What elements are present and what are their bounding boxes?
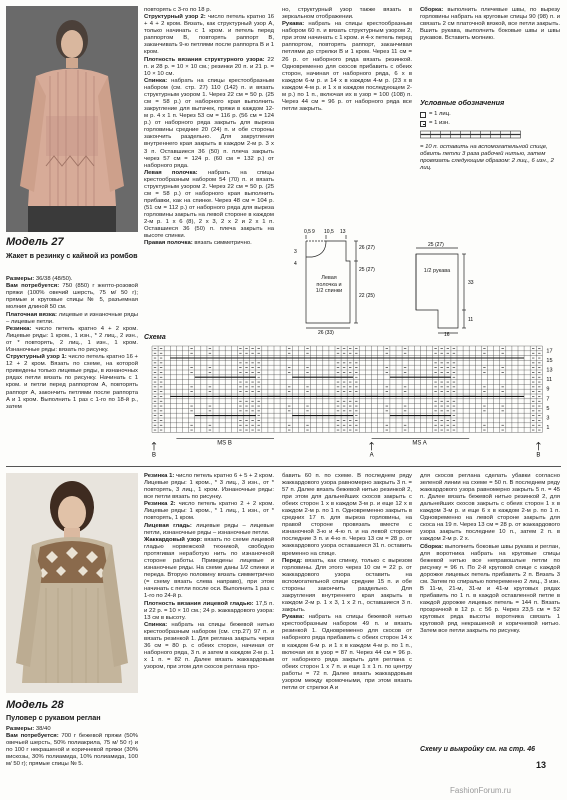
- model28-col2-heading: Плотность вязания лицевой гладью:: [144, 600, 254, 607]
- scheme-row-number: 11: [546, 377, 553, 384]
- scheme-arrow-label: B: [152, 452, 157, 459]
- model28-col3-paragraph: бавить 60 п. по схеме. В последнем ряду жаккардового узора равномерно закрыть 3 п. = 57 п. Далее вязать бежевой нитью резинкой 2, при этом для дальнейших скосов закрыть с обеих сторон 1 х в каждом 3-м р. и еще 12 х в каждом 2-м р. по 1 п. Одновременно закрыть в средних 17 п. для выреза горловины, на правой стороне провязать вместе с изнаночной 3-ю и 4-ю п. и на левой стороне последние 3 п. и 4-ю п. Через 13 см = 28 р. от жаккардового узора оставшиеся 31 п. оставить временно на спице.: [282, 473, 412, 557]
- model27-title: Модель 27: [6, 236, 64, 248]
- model28-title: Модель 28: [6, 699, 64, 711]
- model28-col2-paragraph: Жаккардовый узор: вязать по схеме лицевой гладью норвежской техникой, свободно протягивая неработую нить по изнаночной стороне работы. Приведены лицевые и изнаночные ряды. На схеме даны 1/2 спинки и переда. Вторую половину вязать симметрично (= схему вязать слева направо), при этом начинать с петли после оси. Выполнить 1 раз с 1-го по 24-й р.: [144, 536, 274, 600]
- model27-col4-heading: Сборка:: [420, 7, 444, 13]
- model27-photo: [6, 6, 138, 232]
- model27-col3-paragraph: Рукава: набрать на спицы крестообразным набором 60 п. и вязать структурным узором 2, при этом начинать с 1 кром. и 4-х петель перед раппортом, повторять раппорт, заканчивая петлями до стрелки B и 1 кром. Через 11 см = 26 р. от наборного ряда вязать резинкой. Одновременно для скосов прибавить с обеих сторон, начиная от наборного ряда, 6 х в каждом 6-м р. и 14 х в каждом 4-м р. (23 х в каждом 4-м р. и 1 х в каждом последующем 2-м р.) по 1 п., включая их в узор = 100 (108) п. Через 44 см = 96 р. от наборного ряда все петли закрыть.: [282, 21, 412, 112]
- model27-col2-heading: Левая полочка:: [144, 169, 198, 176]
- scheme-rapport-label: MS B: [217, 440, 232, 447]
- legend-title: Условные обозначения: [420, 98, 505, 107]
- legend: [420, 98, 560, 172]
- pattern1-top-label-1: 0,5: [304, 229, 311, 235]
- model27-text-col2: [144, 7, 274, 248]
- pattern1-label: Левая полочка и 1/2 спинки: [315, 275, 343, 294]
- model27-col2-paragraph: повторять с 3-го по 18 р.: [144, 7, 212, 13]
- pattern1-right-label-2: 25 (27): [359, 267, 375, 273]
- model27-col1-paragraph: Вам потребуется: 750 (850) г желто-розовой пряжи (100% овечий шерсть, 75 м/ 50 г); прямые и круговые спицы № 5, разъемная молния длиной 50 см.: [6, 283, 138, 311]
- scheme-rapport-label: MS A: [412, 440, 427, 447]
- model28-photo-image: [6, 473, 138, 693]
- scheme-arrow-label: A: [369, 452, 374, 459]
- purl-symbol-icon: [420, 121, 426, 127]
- model28-col2-paragraph: Плотность вязания лицевой гладью: 17,5 п. и 22 р. = 10 × 10 см.; 24 р. жаккардового узора: 13 см в высоту.: [144, 600, 274, 621]
- model27-col1-heading: Платочная вязка:: [6, 311, 58, 318]
- legend-item-purl: = 1 изн.: [420, 120, 560, 127]
- pattern2-top-label: 25 (27): [428, 242, 444, 248]
- model28-text-col1: [6, 726, 138, 769]
- model27-subtitle: Жакет в резинку с каймой из ромбов: [6, 251, 138, 260]
- model27-col2-paragraph: Плотность вязания структурного узора: 22 п. и 28 р. = 10 × 10 см.; резинки 20 п. и 21 р. = 10 × 10 см.: [144, 56, 274, 77]
- pattern2-right-label-1: 33: [468, 280, 474, 286]
- scheme-arrow-icon: [152, 442, 156, 450]
- scheme-arrow-label: B: [536, 452, 541, 459]
- model27-text-col4: [420, 7, 560, 42]
- scheme-chart: [144, 342, 564, 459]
- model27-col1-heading: Структурный узор 1:: [6, 354, 67, 361]
- model28-col2-paragraph: Спинка: набрать на спицы бежевой нитью крестообразным набором (см. стр.27) 97 п. и вязать резинкой 1. Для реглана закрыть через 36 см = 80 р. с обеих сторон, начиная от наборного ряда, 3 п. и затем в каждом 2-м р. 1 х 1 п. = 82 п. Далее вязать жаккардовым узором, при этом для скосов реглана про-: [144, 621, 274, 671]
- model27-col2-heading: Правая полочка:: [144, 240, 193, 247]
- pattern2-bottom-label: 16: [444, 332, 450, 338]
- model28-col2-heading: Жаккардовый узор:: [144, 536, 203, 543]
- model28-col3-paragraph: Рукава: набрать на спицы бежевой нитью крестообразным набором 49 п. и вязать резинкой 1. Одновременно для скосов от наборного ряда прибавить с обеих сторон 14 х в каждом 6-м р. и 1 х в каждом 4-м р. по 1 п., включая их в узор = 87 п. Через 44 см = 96 р. от наборного ряда закрыть для реглана с обеих сторон 1 х 7 п. и еще 1 х 1 п. по центру работы = 72 п. Далее вязать жаккардовым узором между кромочными, при этом вязать петли от стрелки A и: [282, 614, 412, 691]
- model28-col1-heading: Вам потребуется:: [6, 733, 59, 740]
- model28-col3-heading: Перед:: [282, 557, 303, 564]
- model28-col2-paragraph: Резинка 1: число петель кратно 6 + 5 + 2 кром. Лицевые ряды: 1 кром., * 3 лиц., 3 изн., от * повторять, 3 лиц., 1 кром. Изнаночные ряды: все петли вязать по рисунку.: [144, 473, 275, 501]
- pattern1-top-label-3: 10,5: [324, 229, 334, 235]
- model27-col2-paragraph: Структурный узор 2: число петель кратно 16 + 4 + 2 кром. Вязать, как структурный узор A, только начинать с 1 кром. и петель перед раппортом B, повторять раппорт B, заканчивать 9-ю петлями после раппорта B и 1 кром.: [144, 14, 275, 56]
- model28-header: [6, 699, 138, 723]
- model27-col1-paragraph: Платочная вязка: лицевые и изнаночные ряды – лицевые петли.: [6, 311, 138, 325]
- model28-col2-heading: Резинка 1:: [144, 473, 175, 479]
- pattern1-bottom-label: 26 (33): [318, 330, 334, 336]
- watermark: FashionForum.ru: [450, 786, 511, 795]
- model27-col2-heading: Спинка:: [144, 78, 168, 85]
- model28-col2-paragraph: Лицевая гладь: лицевые ряды – лицевые петли, изнаночные ряды – изнаночные петли.: [144, 522, 274, 536]
- model27-photo-image: [6, 6, 138, 232]
- model27-col1-paragraph: Резинка: число петель кратно 4 + 2 кром. Лицевые ряды: 1 кром., 1 изн., * 2 лиц., 2 изн., от * повторять, 2 лиц., 1 изн., 1 кром. Изнаночные ряды: вязать по рисунку.: [6, 325, 138, 354]
- scheme-arrow-icon: [370, 442, 374, 450]
- model27-col2-paragraph: Правая полочка: вязать симметрично.: [144, 240, 252, 247]
- model28-text-col2: [144, 473, 274, 671]
- scheme-row-number: 7: [546, 396, 550, 403]
- pattern2-label: 1/2 рукава: [423, 268, 451, 274]
- model28-photo: [6, 473, 138, 693]
- model28-col2-heading: Спинка:: [144, 621, 168, 628]
- model27-col1-heading: Вам потребуется:: [6, 283, 60, 290]
- scheme-row-number: 3: [546, 415, 550, 422]
- scheme-title: Схема: [144, 334, 166, 341]
- model27-text-col3: [282, 7, 412, 113]
- pattern-sleeve: [404, 240, 554, 336]
- cable-symbol-icon: [420, 130, 540, 140]
- scheme-row-number: 17: [546, 348, 553, 355]
- model27-text-col1: [6, 276, 138, 411]
- model27-col1-paragraph: Размеры: 36/38 (48/50).: [6, 276, 73, 282]
- model27-col1-heading: Размеры:: [6, 276, 35, 282]
- scheme-row-number: 5: [546, 405, 550, 412]
- model28-col4-paragraph: Сборка: выполнить боковые швы рукава и реглан, для воротника набрать на круговые спицы бежевой нитью все неправошлые петли по рисунку = 96 п. По 2-й круговой спице с каждой дорожке лицевых петель прибавить 2 п. Вязать 3 см. Затем по спиралью попеременно 2 лиц., 3 изн. В 11-м, 21-м, 31-м и 41-м круговых рядах прибавить по 1 п. в каждой оставленной петле в каждой дорожке лицевых петель = 144 п. Вязать прозрачной в 12 р. с 56 р. Через 23,5 см = 52 круговых ряда высоты воротника связать 1 круговой ряд некрашеной и коричневой нитью. Затем все петли закрыть по рисунку.: [420, 543, 560, 635]
- pattern1-top-label-2: 9: [312, 229, 315, 235]
- model27-col4-paragraph: Сборка: выполнить плечевые швы, по вырезу горловины набрать на круговые спицы 90 (98) п. и связать 2 см платочной вязкой, все петли закрыть. Вшить рукава, выполнить боковые швы и швы рукавов. Вставить молнию.: [420, 7, 560, 42]
- model27-col1-heading: Резинка:: [6, 325, 32, 332]
- model27-col2-heading: Структурный узор 2:: [144, 14, 206, 21]
- model28-col2-heading: Лицевая гладь:: [144, 522, 192, 529]
- model27-col2-paragraph: Левая полочка: набрать на спицы крестообразным набором 54 (70) п. и вязать структурным узором 2. Через 22 см = 50 р. (25 см = 58 р.) от наборного края выполнить прибавки, как на спинке. Через 48 см = 104 р. (51 см = 112 р.) от наборного ряда для выреза горловины закрыть на левой стороне в каждом 2-м р. 1 х 6 (8), 2 х 3, 2 х 2 и 2 х 1 п. Оставшиеся 36 (50) п. плеча закрыть на высоте спинки.: [144, 169, 274, 240]
- model27-col3-heading: Рукава:: [282, 21, 305, 28]
- model28-text-col4: [420, 473, 560, 635]
- model27-header: [6, 236, 138, 261]
- legend-item-cable: = 10 п. оставить на вспомогательной спице, обвить петли 3 раза рабочей нитью, затем провязать следующим образом: 2 лиц., 6 изн., 2 лиц.: [420, 130, 560, 172]
- pattern1-left-label-2: 4: [294, 261, 297, 267]
- scheme-arrow-icon: [536, 442, 540, 450]
- knit-symbol-icon: [420, 112, 426, 118]
- footer-note: Схему и выкройку см. на стр. 46: [420, 746, 536, 753]
- pattern1-top-label-4: 13: [340, 229, 346, 235]
- scheme-row-number: 9: [546, 386, 550, 393]
- page-number: 13: [536, 760, 547, 770]
- model27-col2-paragraph: Спинка: набрать на спицы крестообразным набором (см. стр. 27) 110 (142) п. и вязать структурным узором 1. Через 22 см = 50 р. (25 см = 58 р.) от наборного края выполнить закругление для вытачек, пряжи в каждом 12-м р. 4 х 1 п. Через 53 см = 116 р. (56 см = 124 р.) от наборного ряда закрыть для выреза горловины средние 20 (24) п. и обе стороны закончить раздельно. Для закругления внутреннего края закрыть в каждом 2-м р. 3 х 3 п. Оставшиеся 36 (50) п. плеча закрыть через 57 см = 124 р. (60 см = 132 р.) от наборного ряда.: [144, 78, 274, 169]
- pattern1-right-label-3: 22 (25): [359, 293, 375, 299]
- section-divider: [6, 466, 561, 467]
- model28-col4-heading: Сборка:: [420, 543, 444, 550]
- pattern2-right-label-2: 11: [468, 317, 474, 323]
- model27-col2-heading: Плотность вязания структурного узора:: [144, 56, 265, 63]
- model28-subtitle: Пуловер с рукавом реглан: [6, 713, 101, 722]
- model27-col1-paragraph: Структурный узор 1: число петель кратно 16 + 12 + 2 кром. Вязать по схеме, на которой приведены только лицевые ряды, в изнаночных рядах петли вязать по рисунку. Начинать с 1 кром. и петли перед раппортом A, повторять раппорт A, закончить петлями после раппорта A и 1 кром. Выполнить 1 раз с 1-го по 18-й р., затем: [6, 354, 138, 410]
- scheme-row-number: 15: [546, 357, 553, 364]
- model28-col3-paragraph: Перед: вязать, как спинку, только с вырезом горловины. Для этого через 10 см = 22 р. от жаккардового узора оставить на вспомогательной спице средние 15 п. и обе стороны закончить раздельно. Для закругления внутреннего края закрыть в каждом 2-м р. 1 х 3, 1 х 2 п., оставшиеся 3 п. закрыть.: [282, 557, 412, 614]
- model28-col1-paragraph: Вам потребуется: 700 г бежевой пряжи (50% овечьей шерсть, 50% полиакрила, 75 м/ 50 г) и по 100 г некрашеной и коричневой пряжи (30% вискозы, 30% полиамида, 10% полиамида, 100 м/ 50 г); прямые спицы № 5.: [6, 733, 138, 768]
- model28-col3-heading: Рукава:: [282, 614, 305, 621]
- pattern1-left-label-1: 3: [294, 249, 297, 255]
- model28-col4-paragraph: для скосов реглана сделать убавки согласно зеленой линии на схеме = 50 п. В последнем ряду жаккардового узора равномерно закрыть 5 п. = 45 п. Далее вязать бежевой нитью резинкой 2, для дальнейших скосов закрыть с обеих сторон 1 х в каждом 3-м р. и еще 6 х в каждом 2-м р. по 1 п. Одновременно на левой стороне закрыть для скоса на 19 п. Через 13 см = 28 р. от жаккардового узора закрыть последние 10 п., затем 2 п. в каждом 2-м р. 2 х.: [420, 473, 560, 543]
- pattern1-right-label-1: 26 (27): [359, 245, 375, 251]
- pattern-front-back: [282, 225, 402, 335]
- legend-item-knit: = 1 лиц.: [420, 111, 560, 118]
- model28-col2-heading: Резинка 2:: [144, 501, 176, 508]
- model28-col1-paragraph: Размеры: 38/40: [6, 726, 51, 732]
- model28-text-col3: [282, 473, 412, 692]
- model27-col3-paragraph: но, структурный узор также вязать в зеркальном отображении.: [282, 7, 412, 21]
- model28-col2-paragraph: Резинка 2: число петель кратно 2 + 2 кром. Лицевые ряды: 1 кром., * 1 лиц., 1 изн., от * повторять, 1 кром.: [144, 501, 274, 522]
- scheme-row-number: 13: [546, 367, 553, 374]
- scheme-row-number: 1: [546, 425, 550, 432]
- model28-col1-heading: Размеры:: [6, 726, 35, 732]
